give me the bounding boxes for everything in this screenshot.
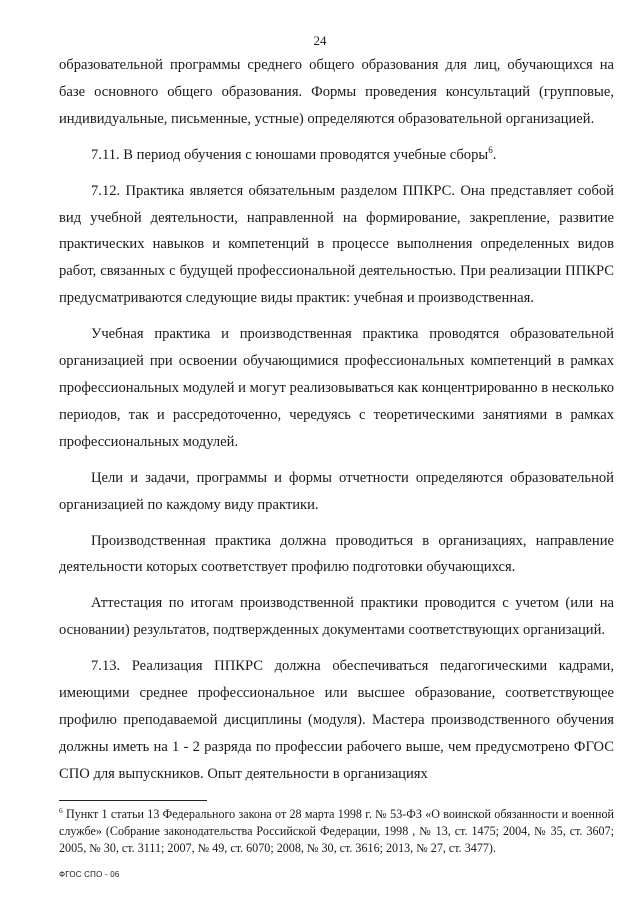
paragraph-continuation: образовательной программы среднего общего образования для лиц, обучающихся на базе основного общего образования. Формы проведения консультаций (групповые, индивидуальные, письменные, устные) определяются образовательной организацией. — [59, 57, 614, 127]
footnote-marker: 6 — [59, 805, 63, 815]
footnote-reference: 6 — [488, 144, 493, 155]
document-body — [59, 52, 614, 788]
footnote — [59, 806, 614, 856]
paragraph-7-11-end: . — [492, 146, 497, 163]
paragraph-7-13: 7.13. Реализация ППКРС должна обеспечиваться педагогическими кадрами, имеющими среднее профессиональное или высшее образование, соответствующее профилю преподаваемой дисциплины (модуля). Мастера производственного обучения должны иметь на 1 - 2 разряда по профессии рабочего выше, чем предусмотрено ФГОС СПО для выпускников. Опыт деятельности в организациях — [59, 658, 614, 782]
paragraph-7-12: 7.12. Практика является обязательным разделом ППКРС. Она представляет собой вид учебной деятельности, направленной на формирование, закрепление, развитие практических навыков и компетенций в процессе выполнения определенных видов работ, связанных с будущей профессиональной деятельностью. При реализации ППКРС предусматриваются следующие виды практик: учебная и производственная. — [59, 182, 614, 307]
paragraph-7-11 — [59, 142, 614, 169]
paragraph-production-practice: Производственная практика должна проводиться в организациях, направление деятельности которых соответствует профилю подготовки обучающихся. — [59, 532, 614, 576]
paragraph-practice-organization: Учебная практика и производственная практика проводятся образовательной организацией при освоении обучающимися профессиональных компетенций в рамках профессиональных модулей и могут реализовываться как концентрированно в несколько периодов, так и рассредоточенно, чередуясь с теоретическими занятиями в рамках профессиональных модулей. — [59, 326, 614, 450]
paragraph-practice-goals: Цели и задачи, программы и формы отчетности определяются образовательной организацией по каждому виду практики. — [59, 469, 614, 513]
paragraph-7-11-text: 7.11. В период обучения с юношами проводятся учебные сборы — [91, 146, 489, 163]
footnote-text: Пункт 1 статьи 13 Федерального закона от 28 марта 1998 г. № 53-ФЗ «О воинской обязанности и военной службе» (Собрание законодательства Российской Федерации, 1998 , № 13, ст. 1475; 2004, № 35, ст. 3607; 2005, № 30, ст. 3111; 2007, № 49, ст. 6070; 2008, № 30, ст. 3616; 2013, № 27, ст. 3477). — [59, 807, 614, 855]
page-number: 24 — [313, 33, 327, 48]
paragraph-attestation: Аттестация по итогам производственной практики проводится с учетом (или на основании) результатов, подтвержденных документами соответствующих организаций. — [59, 595, 614, 639]
footnote-divider — [59, 800, 207, 801]
document-code: ФГОС СПО - 06 — [59, 870, 120, 879]
